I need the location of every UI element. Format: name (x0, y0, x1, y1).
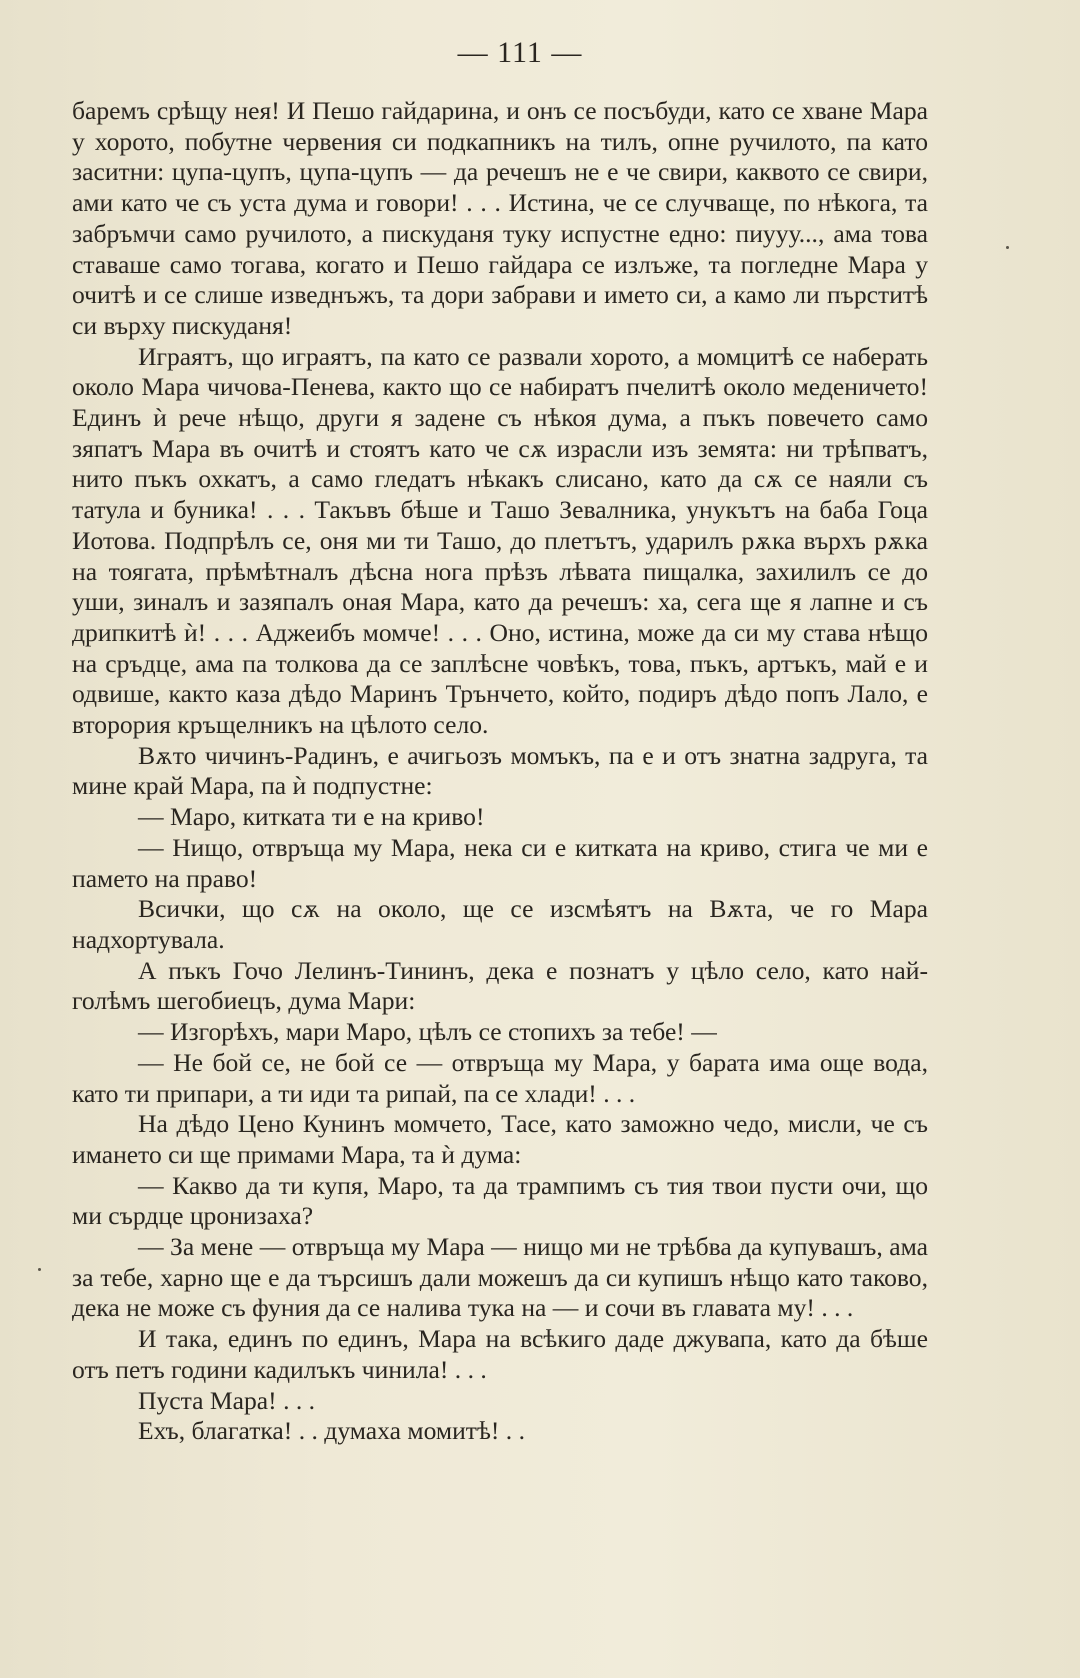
paragraph: Вѫто чичинъ-Радинъ, е ачигьозъ момъкъ, па е и отъ знатна задруга, та мине край Мара, па ѝ подпустне: (72, 740, 928, 801)
paragraph: Всички, що сѫ на около, ще се изсмѣятъ на Вѫта, че го Мара надхортувала. (72, 894, 928, 954)
paragraph: И така, единъ по единъ, Мара на всѣкиго даде джувапа, като да бѣше отъ петъ години кадилъкъ чинила! . . . (72, 1324, 928, 1384)
paragraph: А пъкъ Гочо Лелинъ-Тининъ, дека е познатъ у цѣло село, като най-голѣмъ шегобиецъ, дума Мари: (72, 955, 928, 1016)
dialogue-line: — Нищо, отвръща му Мара, нека си е китката на криво, стига че ми е памето на право! (72, 832, 928, 893)
paper-speck (1006, 246, 1009, 249)
paragraph: На дѣдо Цено Кунинъ момчето, Тасе, като заможно чедо, мисли, че съ имането си ще примами Мара, та ѝ дума: (72, 1109, 928, 1169)
paragraph: Ехъ, благатка! . . думаха момитѣ! . . (138, 1416, 525, 1446)
dialogue-line: — Не бой се, не бой се — отвръща му Мара, у барата има още вода, като ти припари, а ти иди та рипай, па се хлади! . . . (72, 1047, 928, 1108)
page-number: — 111 — (457, 36, 583, 69)
paragraph: Играятъ, що играятъ, па като се развали хорото, а момцитѣ се наберать около Мара чичова-Пенева, както що се набиратъ пчелитѣ около меденичето! Единъ ѝ рече нѣщо, други я задене съ нѣкоя дума, а пъкъ повечето само зяпатъ Мара въ очитѣ и стоятъ като че сѫ израсли изъ земята: ни трѣпватъ, нито пъкъ охкатъ, а само гледатъ нѣкакъ слисано, като да сѫ се наяли съ татула и буника! . . . Такъвъ бѣше и Ташо Зевалника, унукътъ на баба Гоца Иотова. Подпрѣлъ се, оня ми ти Ташо, до плетътъ, ударилъ рѫка върхъ рѫка на тоягата, прѣмѣтналъ дѣсна нога прѣзъ лѣвата пищалка, захилилъ се до уши, зиналъ и зазяпалъ оная Мара, като да речешъ: ха, сега ще я лапне и съ дрипкитѣ ѝ! . . . Аджеибъ момче! . . . Оно, истина, може да си му става нѣщо на сръдце, ама па толкова да се заплѣсне човѣкъ, това, пъкъ, артъкъ, май е и одвише, както каза дѣдо Маринъ Трънчето, който, подиръ дѣдо попъ Лало, е вторория кръщелникъ на цѣлото село. (72, 341, 928, 740)
dialogue-line: — Какво да ти купя, Маро, та да трампимъ съ тия твои пусти очи, що ми сърдце цронизаха? (72, 1170, 928, 1231)
paragraph: Пуста Мара! . . . (138, 1385, 316, 1415)
dialogue-line: — Маро, китката ти е на криво! (138, 802, 485, 832)
body-text (72, 96, 928, 1447)
paragraph: баремъ срѣщу нея! И Пешо гайдарина, и онъ се посъбуди, като се хване Мара у хорото, побутне червения си подкапникъ на тилъ, опне ручилото, па като заситни: цупа-цупъ, цупа-цупъ — да речешъ не е че свири, каквото се свири, ами като че съ уста дума и говори! . . . Истина, че се случваще, по нѣкога, та забръмчи само ручилото, а пискуданя туку испустне едно: пиууу..., ама това ставаше само тогава, когато и Пешо гайдара се излъже, та погледне Мара у очитѣ и се слише изведнъжъ, та дори забрави и името си, а камо ли пърститѣ си върху пискуданя! (72, 96, 928, 340)
dialogue-line: — За мене — отвръща му Мара — нищо ми не трѣбва да купувашъ, ама за тебе, харно ще е да търсишъ дали можешъ да си купишъ нѣщо като таково, дека не може съ фуния да се налива тука на — и сочи въ главата му! . . . (72, 1232, 928, 1323)
paper-speck (38, 1268, 41, 1271)
dialogue-line: — Изгорѣхъ, мари Маро, цѣлъ се стопихъ за тебе! — (138, 1017, 717, 1047)
